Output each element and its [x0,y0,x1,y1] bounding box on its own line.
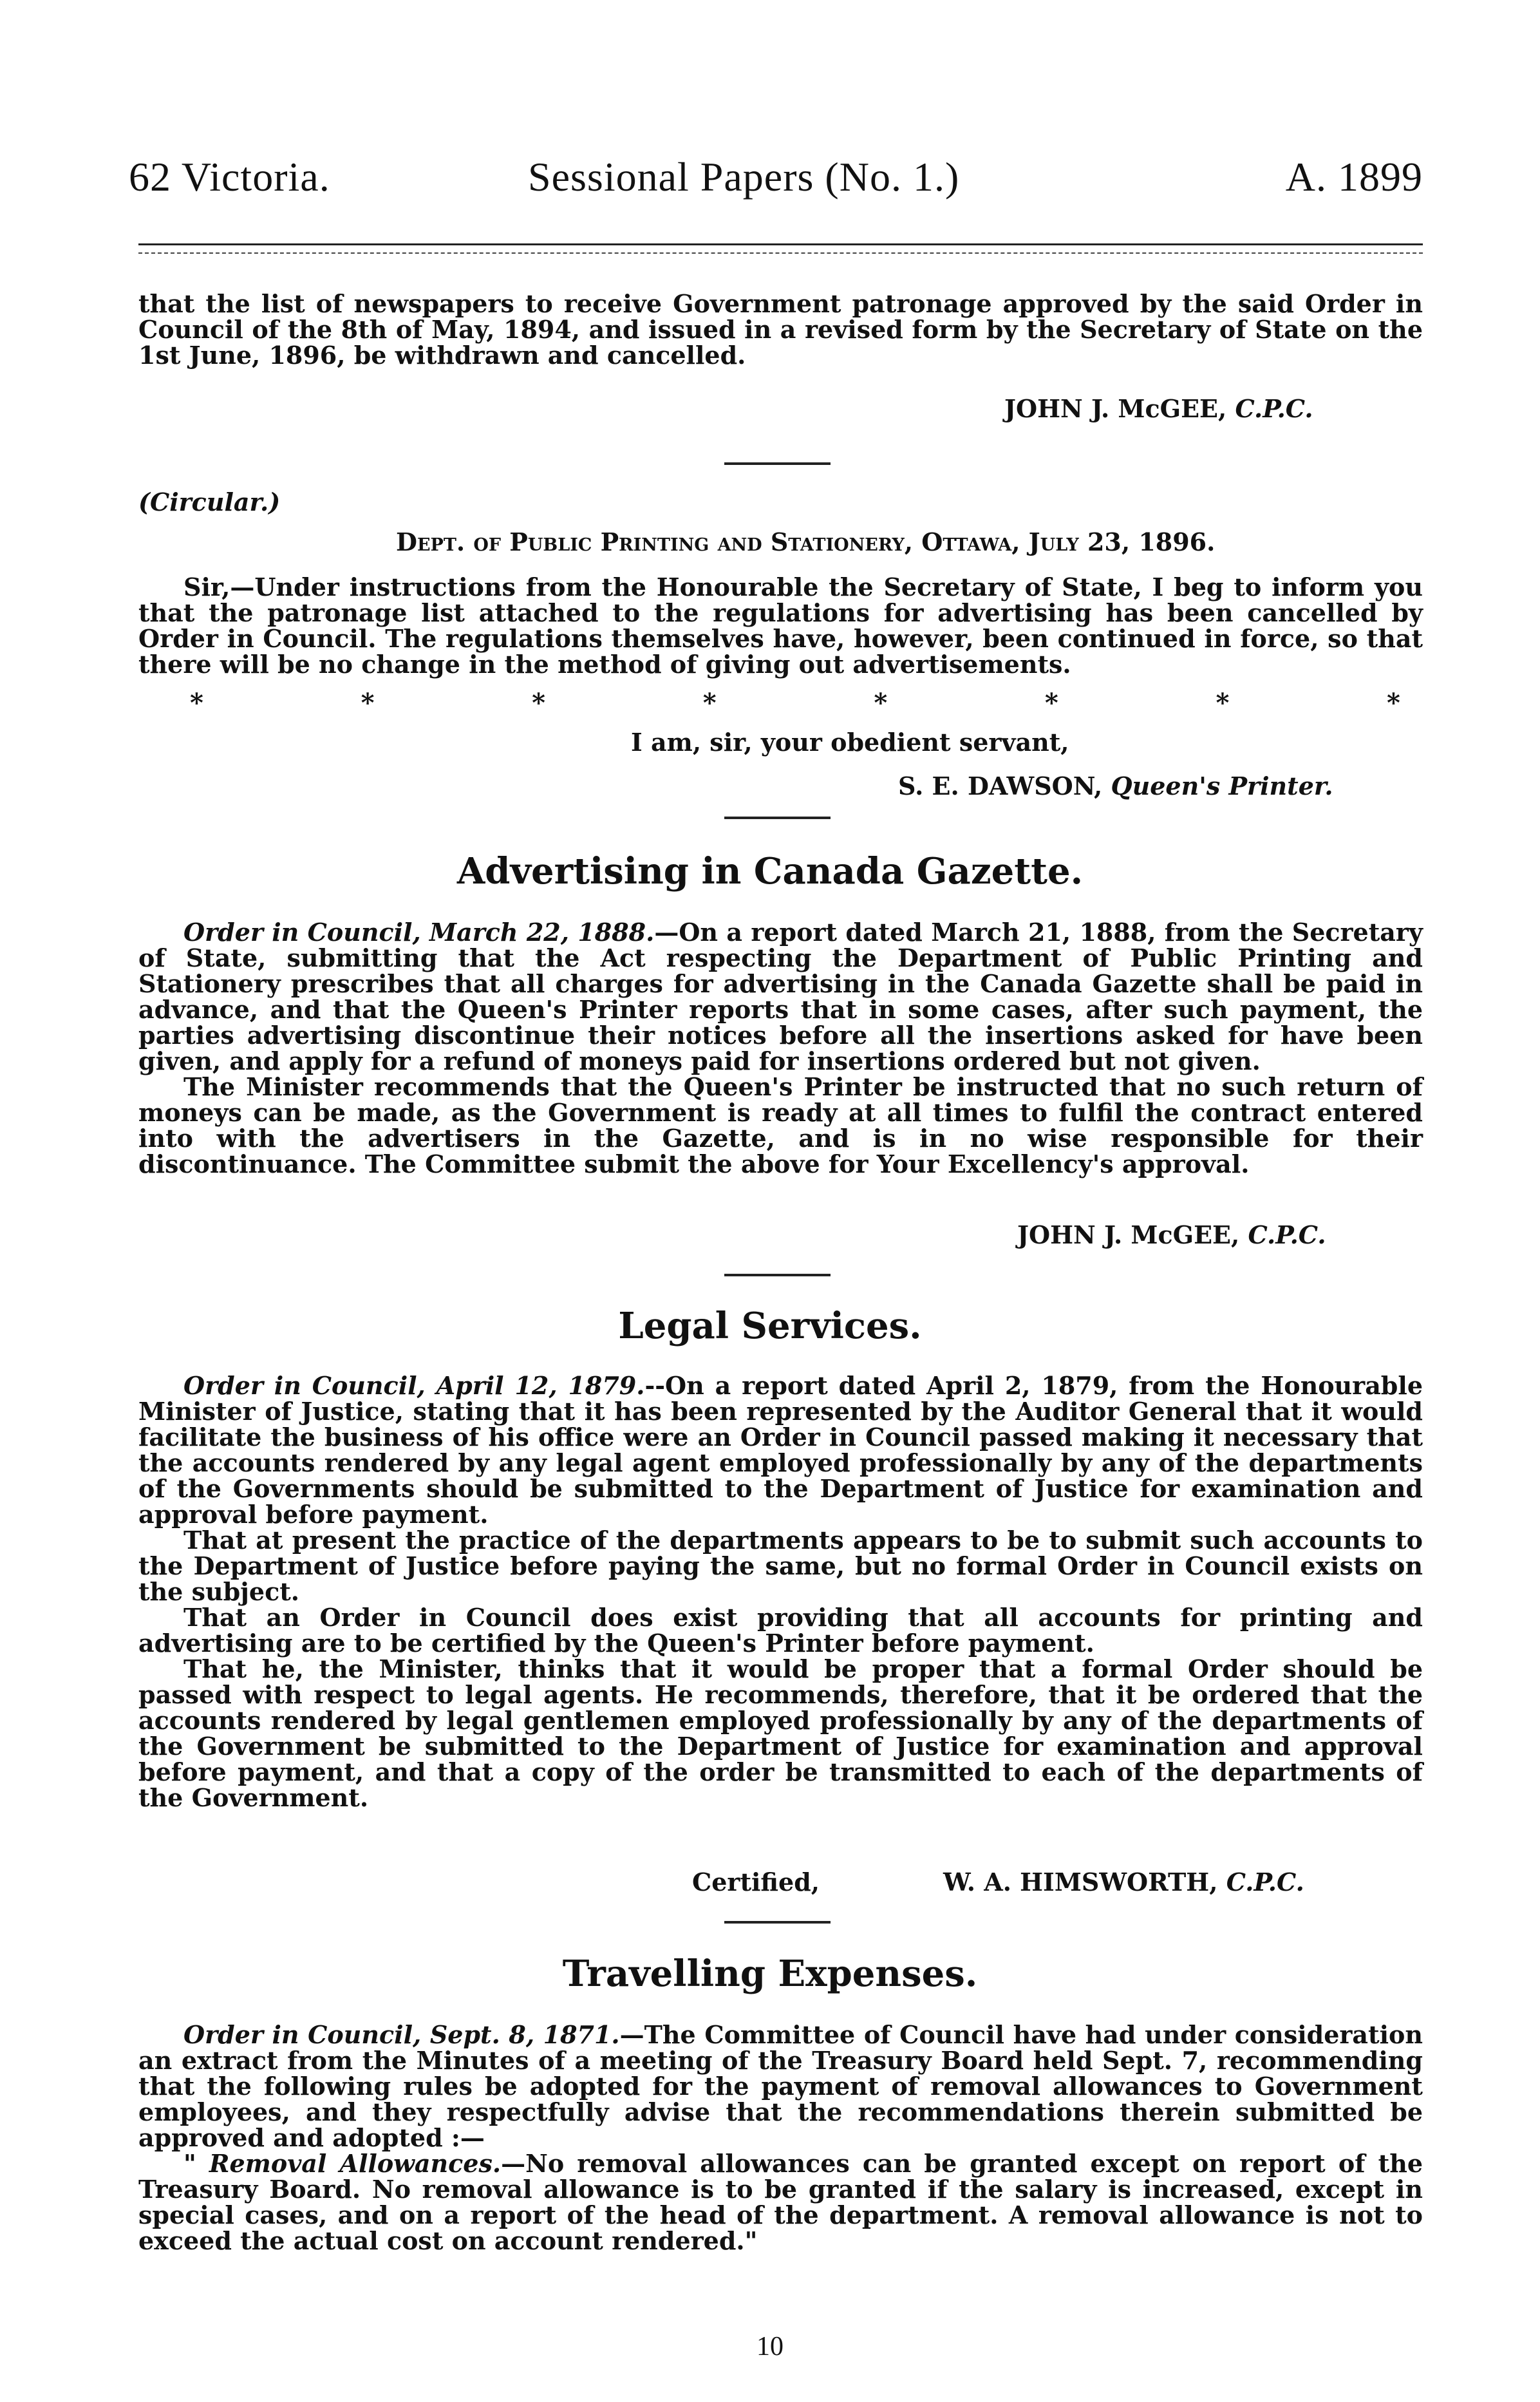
header-rule-dashed [138,252,1423,254]
legal-para-3: That an Order in Council does exist providing that all accounts for printing and advertising are to be certified by the Queen's Printer before payment. [138,1603,1423,1658]
ellipsis-stars [190,688,1400,718]
travelling-lead: Order in Council, Sept. 8, 1871. [183,2020,620,2049]
travelling-paragraphs [138,2022,1423,2254]
circular-body [138,574,1423,677]
circular-signature-title: Queen's Printer. [1111,771,1333,800]
section-title-advertising: Advertising in Canada Gazette. [456,850,1084,893]
advertising-signature-title: C.P.C. [1248,1220,1326,1249]
header-session: 62 Victoria. [129,154,330,200]
star: * [1044,688,1058,718]
legal-signature [943,1868,1304,1896]
circular-body-text: Sir,—Under instructions from the Honourable the Secretary of State, I beg to inform you that the patronage list attached to the regulations for advertising has been cancelled by Order in Council. The regulations themselves have, however, been continued in force, so that there will be no change in the method of giving out advertisements. [138,572,1423,679]
section-title-travelling: Travelling Expenses. [562,1953,978,1995]
intro-paragraph [138,291,1423,368]
page-header [129,153,1423,211]
legal-paragraphs [138,1373,1423,1811]
section-divider [724,1921,831,1924]
advertising-signature [1017,1220,1326,1249]
header-title: Sessional Papers (No. 1.) [528,154,960,200]
advertising-paragraphs [138,920,1423,1177]
star: * [702,688,717,718]
legal-para-2: That at present the practice of the departments appears to be to submit such accounts to the Department of Justice before paying the same, but no formal Order in Council exists on the subject. [138,1526,1423,1606]
advertising-signature-name: JOHN J. McGEE, [1017,1220,1240,1249]
circular-closing: I am, sir, your obedient servant, [631,728,1069,757]
legal-certified: Certified, [692,1868,820,1896]
travelling-para-1: Order in Council, Sept. 8, 1871.—The Committee of Council have had under consideration an extract from the Minutes of a meeting of the Treasury Board held Sept. 7, recommending that the following rules be adopted for the payment of removal allowances to Government employees, and they respectfully advise that the recommendations therein submitted be approved and adopted :— [138,2020,1423,2152]
star: * [1387,688,1400,718]
travelling-quote: " Removal Allowances.—No removal allowances can be granted except on report of the Treasury Board. No removal allowance is to be granted if the salary is increased, except in special cases, and on a report of the head of the department. A removal allowance is not to exceed the actual cost on account rendered." [138,2149,1423,2255]
advertising-para-1: Order in Council, March 22, 1888.—On a report dated March 21, 1888, from the Secretary of State, submitting that the Act respecting the Department of Public Printing and Stationery prescribes that all charges for advertising in the Canada Gazette shall be paid in advance, and that the Queen's Printer reports that in some cases, after such payment, the parties advertising discontinue their notices before all the insertions asked for have been given, and apply for a refund of moneys paid for insertions ordered but not given. [138,918,1423,1075]
page-number: 10 [756,2332,784,2361]
circular-dateline: Dept. of Public Printing and Stationery, Ottawa, July 23, 1896. [396,527,1216,556]
legal-para-4: That he, the Minister, thinks that it would be proper that a formal Order should be passed with respect to legal agents. He recommends, therefore, that it be ordered that the accounts rendered by legal gentlemen employed professionally by any of the departments of the Government be submitted to the Department of Justice for examination and approval before payment, and that a copy of the order be transmitted to each of the departments of the Government. [138,1654,1423,1812]
star: * [190,688,203,718]
section-title-legal: Legal Services. [618,1305,922,1347]
legal-para-1: Order in Council, April 12, 1879.--On a report dated April 2, 1879, from the Honourable Minister of Justice, stating that it has been represented by the Auditor General that it would facilitate the business of his office were an Order in Council passed making it necessary that the accounts rendered by any legal agent employed professionally by any of the departments of the Governments should be submitted to the Department of Justice for examination and approval before payment. [138,1371,1423,1529]
legal-lead: Order in Council, April 12, 1879. [183,1371,645,1400]
travelling-quote-lead: " Removal Allowances. [183,2149,502,2178]
header-year: A. 1899 [1285,154,1423,200]
circular-label: (Circular.) [138,487,281,516]
star: * [532,688,546,718]
circular-signature-name: S. E. DAWSON, [898,771,1103,800]
advertising-lead: Order in Council, March 22, 1888. [183,918,655,947]
star: * [874,688,888,718]
header-rule [138,243,1423,245]
legal-signature-name: W. A. HIMSWORTH, [943,1868,1218,1896]
star: * [361,688,375,718]
intro-signature [1004,394,1313,423]
star: * [1216,688,1230,718]
circular-signature [898,771,1333,800]
intro-signature-title: C.P.C. [1235,394,1313,423]
section-divider [724,462,831,465]
section-divider [724,817,831,819]
legal-signature-title: C.P.C. [1226,1868,1304,1896]
intro-signature-name: JOHN J. McGEE, [1004,394,1227,423]
section-divider [724,1274,831,1276]
intro-text: that the list of newspapers to receive Government patronage approved by the said Order in Council of the 8th of May, 1894, and issued in a revised form by the Secretary of State on the 1st June, 1896, be withdrawn and cancelled. [138,289,1423,370]
advertising-para-2: The Minister recommends that the Queen's Printer be instructed that no such return of moneys can be made, as the Government is ready at all times to fulfil the contract entered into with the advertisers in the Gazette, and is in no wise responsible for their discontinuance. The Committee submit the above for Your Excellency's approval. [138,1072,1423,1178]
